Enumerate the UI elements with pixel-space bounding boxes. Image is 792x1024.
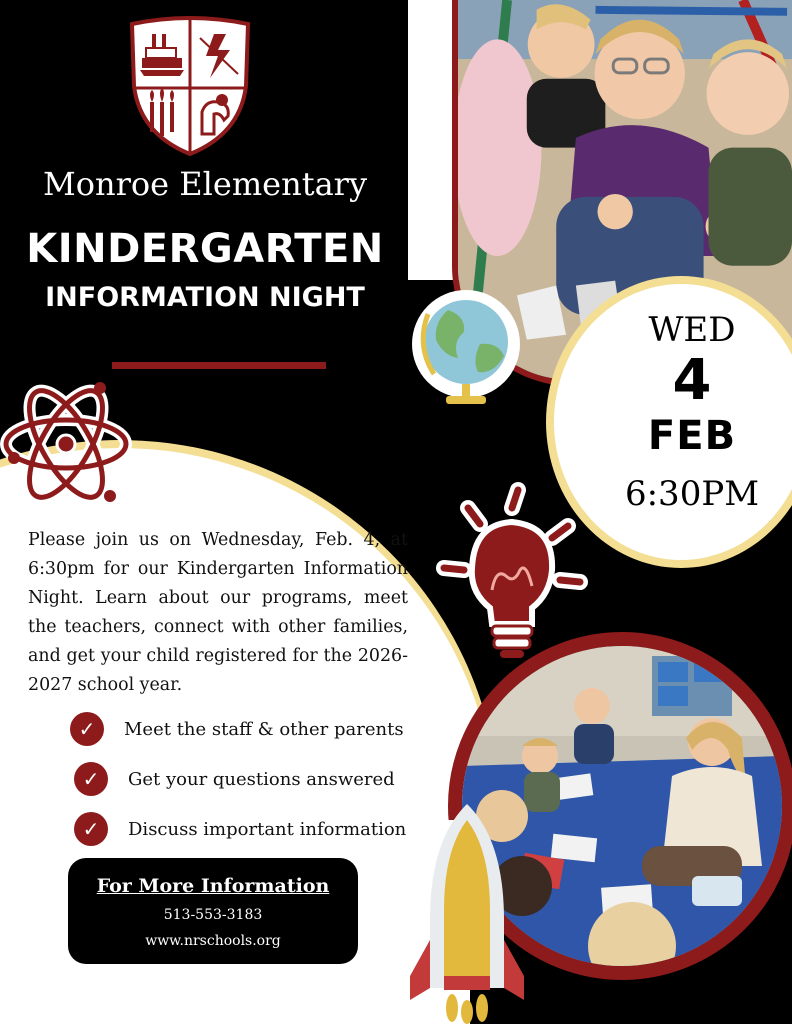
list-item-label: Meet the staff & other parents (124, 718, 404, 740)
contact-heading: For More Information (96, 875, 330, 897)
check-icon: ✓ (74, 762, 108, 796)
event-date (602, 300, 782, 516)
list-item (74, 804, 430, 854)
highlights-list (70, 704, 430, 854)
school-name: Monroe Elementary (42, 165, 368, 203)
event-month: FEB (647, 413, 737, 459)
event-weekday: WED (648, 310, 736, 350)
event-title: KINDERGARTEN (26, 226, 384, 272)
atom-icon (0, 368, 136, 520)
list-item-label: Get your questions answered (128, 768, 395, 790)
contact-box (68, 858, 358, 964)
contact-phone[interactable]: 513-553-3183 (163, 907, 263, 923)
globe-icon (408, 286, 520, 412)
event-description: Please join us on Wednesday, Feb. 4, at 6:30pm for our Kindergarten Information Night. Learn about our programs, meet the teachers, connect with other families, and get your child registered for the 2026-2027 school year. (28, 530, 408, 695)
list-item (74, 754, 430, 804)
school-crest (126, 16, 254, 158)
torch-icon (150, 88, 174, 136)
event-subtitle: INFORMATION NIGHT (45, 282, 365, 313)
event-time: 6:30PM (624, 474, 760, 514)
list-item (70, 704, 430, 754)
check-icon: ✓ (74, 812, 108, 846)
divider (112, 362, 326, 369)
event-day: 4 (672, 348, 712, 413)
lightbulb-icon (428, 478, 592, 664)
list-item-label: Discuss important information (128, 818, 407, 840)
contact-website[interactable]: www.nrschools.org (145, 933, 281, 949)
check-icon: ✓ (70, 712, 104, 746)
